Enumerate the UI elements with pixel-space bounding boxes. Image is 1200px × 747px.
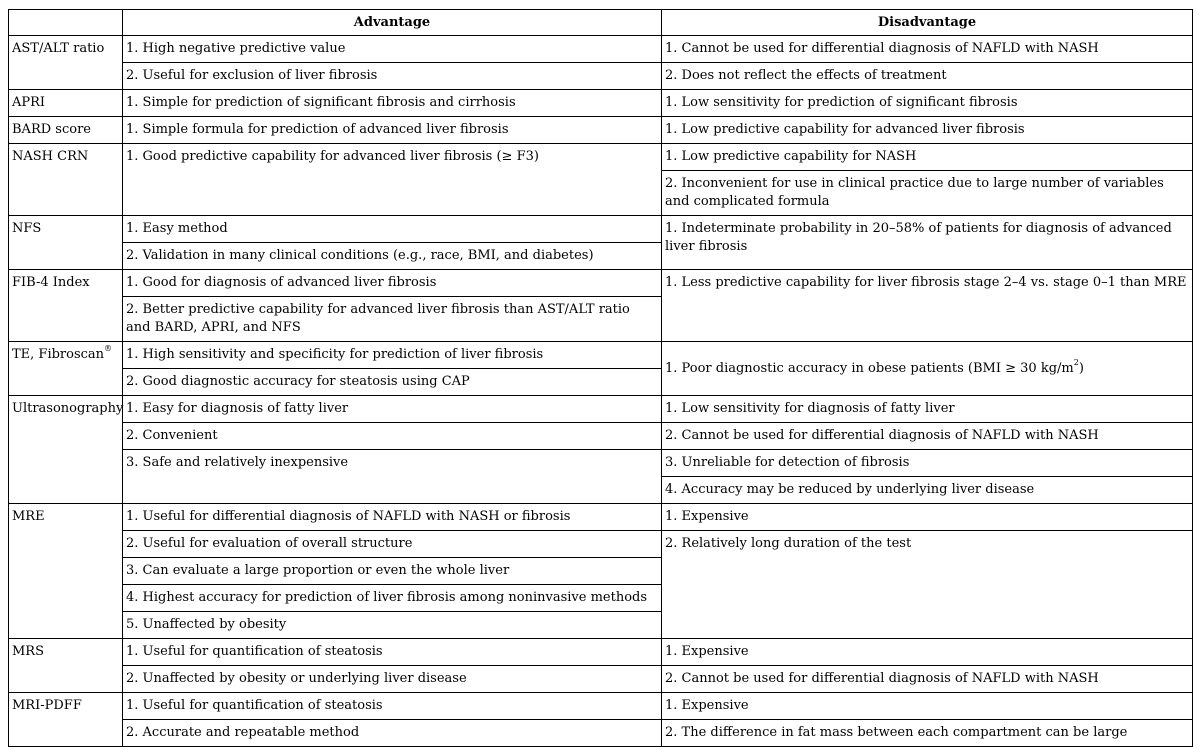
advantage-cell: 3. Safe and relatively inexpensive bbox=[123, 450, 662, 504]
advantage-cell: 1. Simple formula for prediction of advanced liver fibrosis bbox=[123, 117, 662, 144]
table-row bbox=[9, 117, 1193, 144]
advantage-cell: 1. Good for diagnosis of advanced liver fibrosis bbox=[123, 270, 662, 297]
disadvantage-cell: 1. Indeterminate probability in 20–58% of patients for diagnosis of advanced liver fibrosis bbox=[662, 216, 1193, 270]
header-advantage: Advantage bbox=[123, 10, 662, 36]
row-label: MRI-PDFF bbox=[9, 693, 123, 747]
advantage-cell: 2. Good diagnostic accuracy for steatosis using CAP bbox=[123, 369, 662, 396]
table-row bbox=[9, 450, 1193, 477]
row-label: NASH CRN bbox=[9, 144, 123, 216]
table-row bbox=[9, 639, 1193, 666]
advantage-cell: 1. Easy for diagnosis of fatty liver bbox=[123, 396, 662, 423]
disadvantage-cell: 2. Cannot be used for differential diagnosis of NAFLD with NASH bbox=[662, 666, 1193, 693]
header-disadvantage: Disadvantage bbox=[662, 10, 1193, 36]
disadvantage-cell: 1. Expensive bbox=[662, 504, 1193, 531]
disadvantage-cell: 2. Inconvenient for use in clinical practice due to large number of variables and complicated formula bbox=[662, 171, 1193, 216]
advantage-cell: 2. Unaffected by obesity or underlying liver disease bbox=[123, 666, 662, 693]
comparison-table bbox=[8, 9, 1193, 747]
table-row bbox=[9, 693, 1193, 720]
disadvantage-cell: 1. Low sensitivity for prediction of significant fibrosis bbox=[662, 90, 1193, 117]
advantage-cell: 5. Unaffected by obesity bbox=[123, 612, 662, 639]
disadvantage-cell: 1. Expensive bbox=[662, 693, 1193, 720]
advantage-cell: 1. Good predictive capability for advanced liver fibrosis (≥ F3) bbox=[123, 144, 662, 216]
table-row bbox=[9, 531, 1193, 558]
disadvantage-cell: 3. Unreliable for detection of fibrosis bbox=[662, 450, 1193, 477]
row-label: Ultrasonography bbox=[9, 396, 123, 504]
disadvantage-cell: 2. The difference in fat mass between each compartment can be large bbox=[662, 720, 1193, 747]
table-row bbox=[9, 216, 1193, 243]
row-label: APRI bbox=[9, 90, 123, 117]
advantage-cell: 2. Convenient bbox=[123, 423, 662, 450]
row-label: BARD score bbox=[9, 117, 123, 144]
advantage-cell: 2. Better predictive capability for advanced liver fibrosis than AST/ALT ratio and BARD, APRI, and NFS bbox=[123, 297, 662, 342]
header-empty bbox=[9, 10, 123, 36]
table-row bbox=[9, 666, 1193, 693]
row-label: MRE bbox=[9, 504, 123, 639]
table-row bbox=[9, 36, 1193, 63]
advantage-cell: 1. Useful for differential diagnosis of NAFLD with NASH or fibrosis bbox=[123, 504, 662, 531]
disadvantage-cell: 2. Cannot be used for differential diagnosis of NAFLD with NASH bbox=[662, 423, 1193, 450]
advantage-cell: 1. High negative predictive value bbox=[123, 36, 662, 63]
table-row bbox=[9, 270, 1193, 297]
disadvantage-text-tail: ) bbox=[1078, 360, 1084, 376]
advantage-cell: 1. Useful for quantification of steatosis bbox=[123, 693, 662, 720]
advantage-cell: 1. Easy method bbox=[123, 216, 662, 243]
table-row bbox=[9, 63, 1193, 90]
table-row bbox=[9, 396, 1193, 423]
disadvantage-cell: 1. Less predictive capability for liver fibrosis stage 2–4 vs. stage 0–1 than MRE bbox=[662, 270, 1193, 342]
disadvantage-cell: 1. Low predictive capability for advanced liver fibrosis bbox=[662, 117, 1193, 144]
table-row bbox=[9, 720, 1193, 747]
disadvantage-cell bbox=[662, 342, 1193, 396]
advantage-cell: 3. Can evaluate a large proportion or even the whole liver bbox=[123, 558, 662, 585]
row-label: NFS bbox=[9, 216, 123, 270]
row-label: MRS bbox=[9, 639, 123, 693]
header-row bbox=[9, 10, 1193, 36]
table-row bbox=[9, 90, 1193, 117]
table-row bbox=[9, 504, 1193, 531]
advantage-cell: 2. Useful for evaluation of overall structure bbox=[123, 531, 662, 558]
registered-mark: ® bbox=[104, 344, 113, 353]
advantage-cell: 2. Validation in many clinical conditions (e.g., race, BMI, and diabetes) bbox=[123, 243, 662, 270]
disadvantage-cell: 1. Expensive bbox=[662, 639, 1193, 666]
disadvantage-cell: 4. Accuracy may be reduced by underlying liver disease bbox=[662, 477, 1193, 504]
advantage-cell: 4. Highest accuracy for prediction of liver fibrosis among noninvasive methods bbox=[123, 585, 662, 612]
disadvantage-cell: 1. Low sensitivity for diagnosis of fatty liver bbox=[662, 396, 1193, 423]
advantage-cell: 1. High sensitivity and specificity for prediction of liver fibrosis bbox=[123, 342, 662, 369]
disadvantage-cell: 1. Low predictive capability for NASH bbox=[662, 144, 1193, 171]
advantage-cell: 1. Simple for prediction of significant fibrosis and cirrhosis bbox=[123, 90, 662, 117]
table-row bbox=[9, 342, 1193, 369]
row-label: AST/ALT ratio bbox=[9, 36, 123, 90]
row-label: FIB-4 Index bbox=[9, 270, 123, 342]
advantage-cell: 2. Accurate and repeatable method bbox=[123, 720, 662, 747]
disadvantage-cell: 1. Cannot be used for differential diagnosis of NAFLD with NASH bbox=[662, 36, 1193, 63]
disadvantage-cell: 2. Relatively long duration of the test bbox=[662, 531, 1193, 639]
superscript: 2 bbox=[1073, 357, 1079, 367]
table-row bbox=[9, 144, 1193, 171]
row-label-text: TE, Fibroscan bbox=[12, 347, 105, 362]
disadvantage-text: 1. Poor diagnostic accuracy in obese patients (BMI ≥ 30 kg/m bbox=[665, 360, 1074, 376]
advantage-cell: 2. Useful for exclusion of liver fibrosis bbox=[123, 63, 662, 90]
advantage-cell: 1. Useful for quantification of steatosis bbox=[123, 639, 662, 666]
row-label bbox=[9, 342, 123, 396]
disadvantage-cell: 2. Does not reflect the effects of treatment bbox=[662, 63, 1193, 90]
table-row bbox=[9, 423, 1193, 450]
